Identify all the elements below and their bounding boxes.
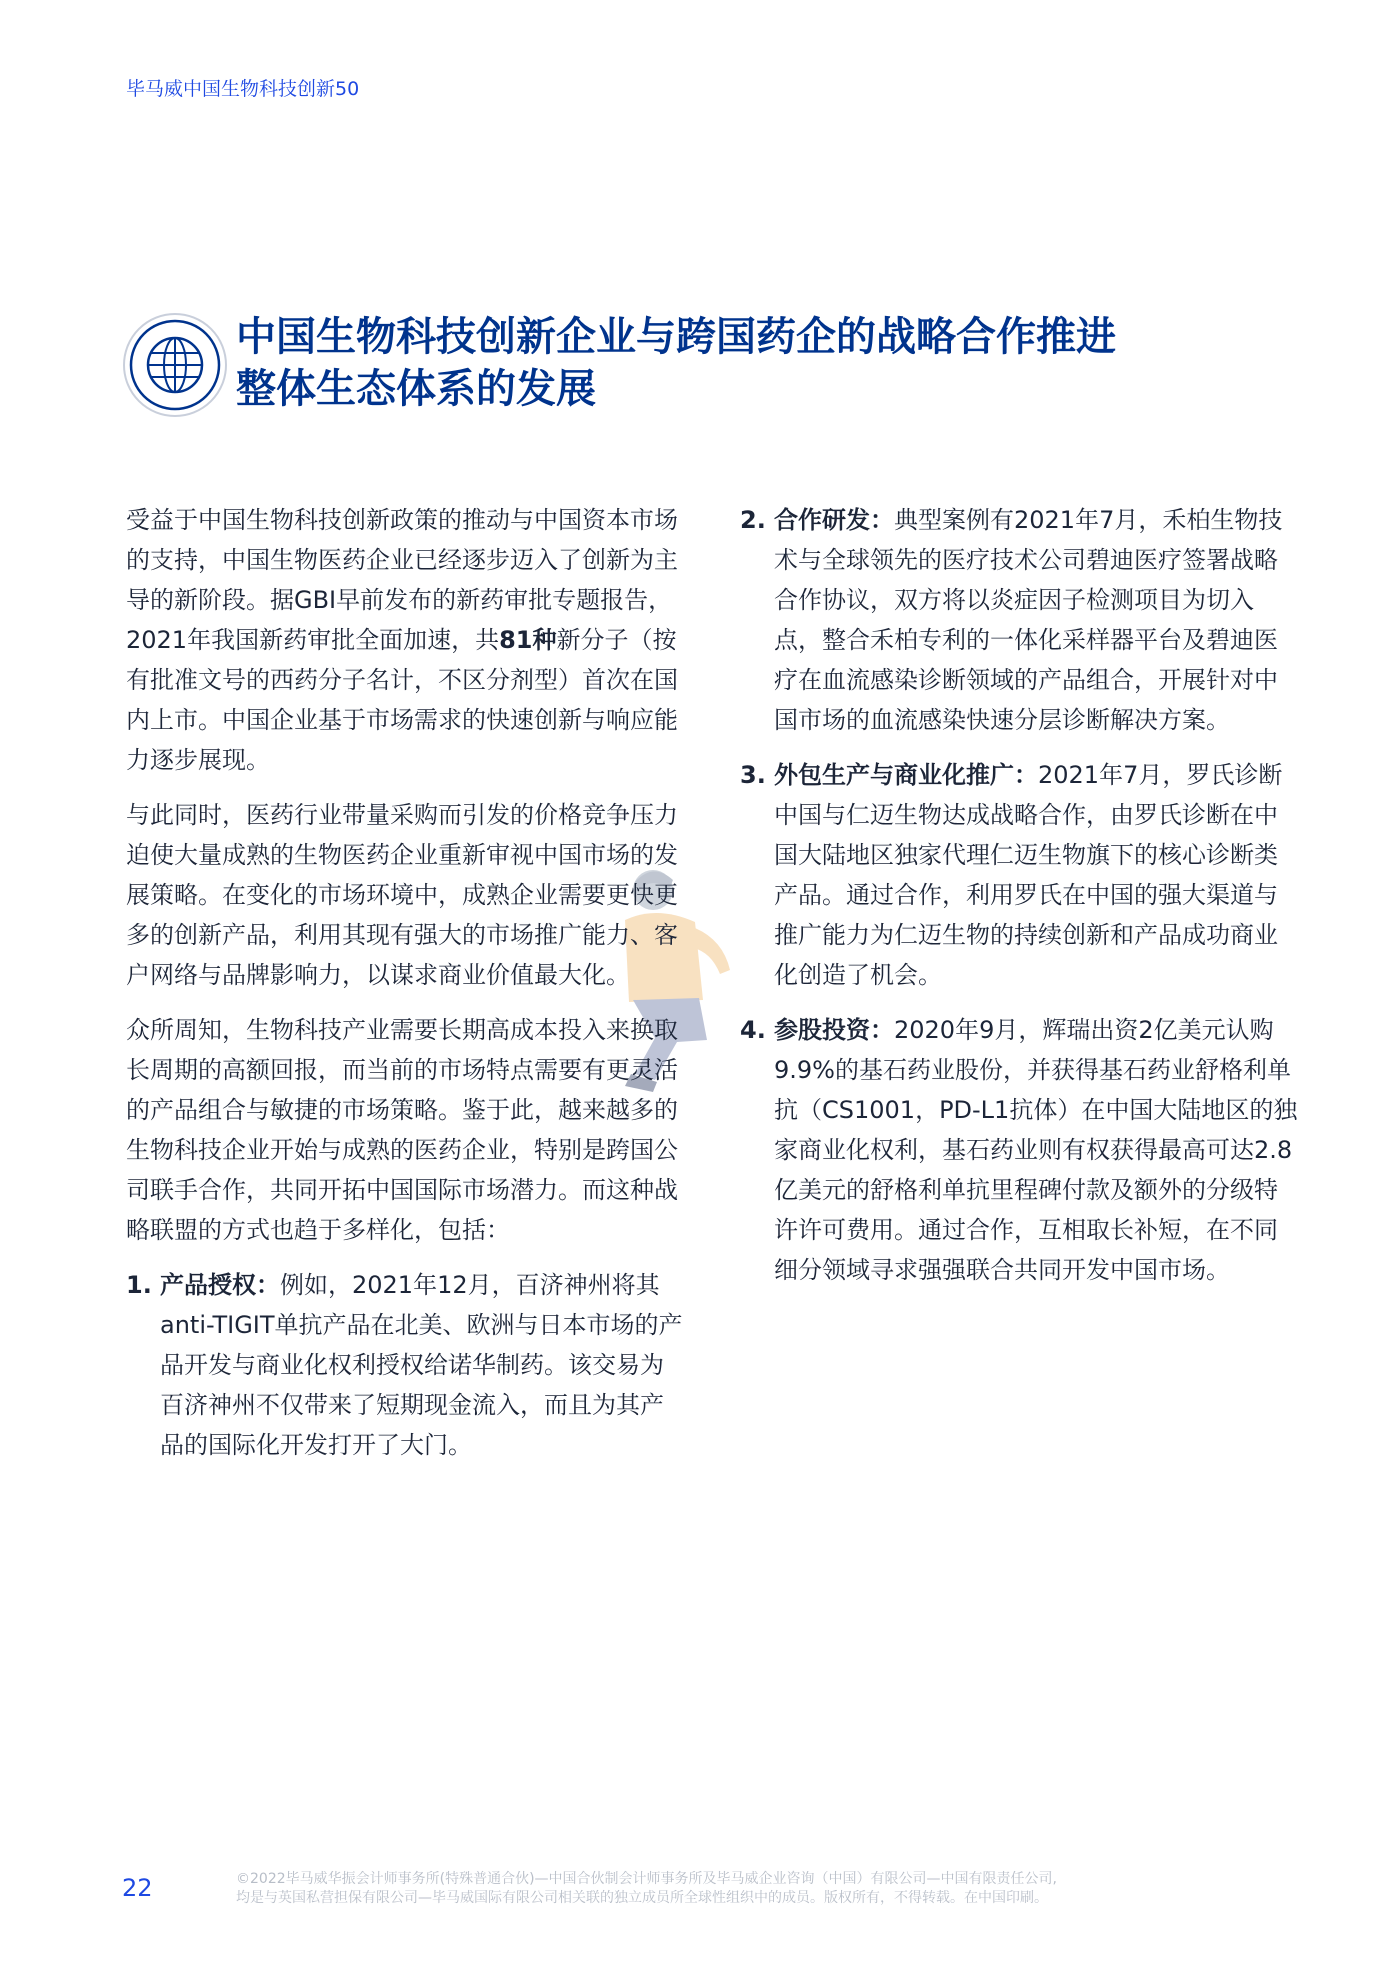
footer-line-2: 均是与英国私营担保有限公司—毕马威国际有限公司相关联的独立成员所全球性组织中的成员。版权所有，不得转载。在中国印刷。: [236, 1890, 1048, 1906]
footer-line-1: ©2022毕马威华振会计师事务所(特殊普通合伙)—中国合伙制会计师事务所及毕马威企业咨询（中国）有限公司—中国有限责任公司,: [236, 1871, 1057, 1887]
list-item-text: 2021年7月，罗氏诊断中国与仁迈生物达成战略合作，由罗氏诊断在中国大陆地区独家代理仁迈生物旗下的核心诊断类产品。通过合作，利用罗氏在中国的强大渠道与推广能力为仁迈生物的持续创新和产品成功商业化创造了机会。: [774, 761, 1283, 989]
page-number: 22: [122, 1874, 153, 1902]
right-column: [740, 500, 1300, 1305]
list-item-number: 1.: [126, 1271, 152, 1299]
list-item-title: 产品授权：: [160, 1271, 280, 1299]
list-item-text: 2020年9月，辉瑞出资2亿美元认购9.9%的基石药业股份，并获得基石药业舒格利单抗（CS1001，PD-L1抗体）在中国大陆地区的独家商业化权利，基石药业则有权获得最高可达2.8亿美元的舒格利单抗里程碑付款及额外的分级特许许可费用。通过合作，互相取长补短，在不同细分领域寻求强强联合共同开发中国市场。: [774, 1016, 1298, 1284]
list-item: [740, 500, 1300, 740]
section-heading: [236, 311, 1296, 415]
list-item-text: 典型案例有2021年7月，禾柏生物技术与全球领先的医疗技术公司碧迪医疗签署战略合作协议，双方将以炎症因子检测项目为切入点，整合禾柏专利的一体化采样器平台及碧迪医疗在血流感染诊断领域的产品组合，开展针对中国市场的血流感染快速分层诊断解决方案。: [774, 506, 1283, 734]
list-item-number: 4.: [740, 1016, 766, 1044]
list-item-title: 外包生产与商业化推广：: [774, 761, 1038, 789]
paragraph-1: [126, 500, 686, 780]
heading-line-1: 中国生物科技创新企业与跨国药企的战略合作推进: [236, 314, 1116, 360]
header-title: 毕马威中国生物科技创新50: [126, 78, 360, 100]
footer-copyright: [236, 1870, 1236, 1908]
list-item: [740, 755, 1300, 995]
left-column: [126, 500, 686, 1480]
list-item: [126, 1265, 686, 1465]
list-item: [740, 1010, 1300, 1290]
list-item-number: 3.: [740, 761, 766, 789]
paragraph-1-text-b: 新分子（按有批准文号的西药分子名计，不区分剂型）首次在国内上市。中国企业基于市场需求的快速创新与响应能力逐步展现。: [126, 626, 678, 774]
paragraph-1-bold: 81种: [499, 626, 557, 654]
heading-line-2: 整体生态体系的发展: [236, 366, 596, 412]
paragraph-3: 众所周知，生物科技产业需要长期高成本投入来换取长周期的高额回报，而当前的市场特点需要有更灵活的产品组合与敏捷的市场策略。鉴于此，越来越多的生物科技企业开始与成熟的医药企业，特别是跨国公司联手合作，共同开拓中国国际市场潜力。而这种战略联盟的方式也趋于多样化，包括：: [126, 1016, 678, 1244]
paragraph-1-text-a: 受益于中国生物科技创新政策的推动与中国资本市场的支持，中国生物医药企业已经逐步迈入了创新为主导的新阶段。据GBI早前发布的新药审批专题报告，2021年我国新药审批全面加速，共: [126, 506, 678, 654]
globe-icon: [122, 312, 228, 418]
paragraph-2: 与此同时，医药行业带量采购而引发的价格竞争压力迫使大量成熟的生物医药企业重新审视中国市场的发展策略。在变化的市场环境中，成熟企业需要更快更多的创新产品，利用其现有强大的市场推广能力、客户网络与品牌影响力，以谋求商业价值最大化。: [126, 801, 678, 989]
list-item-text: 例如，2021年12月，百济神州将其anti-TIGIT单抗产品在北美、欧洲与日本市场的产品开发与商业化权利授权给诺华制药。该交易为百济神州不仅带来了短期现金流入，而且为其产品的国际化开发打开了大门。: [160, 1271, 683, 1459]
list-item-number: 2.: [740, 506, 766, 534]
list-item-title: 合作研发：: [774, 506, 894, 534]
list-item-title: 参股投资：: [774, 1016, 894, 1044]
